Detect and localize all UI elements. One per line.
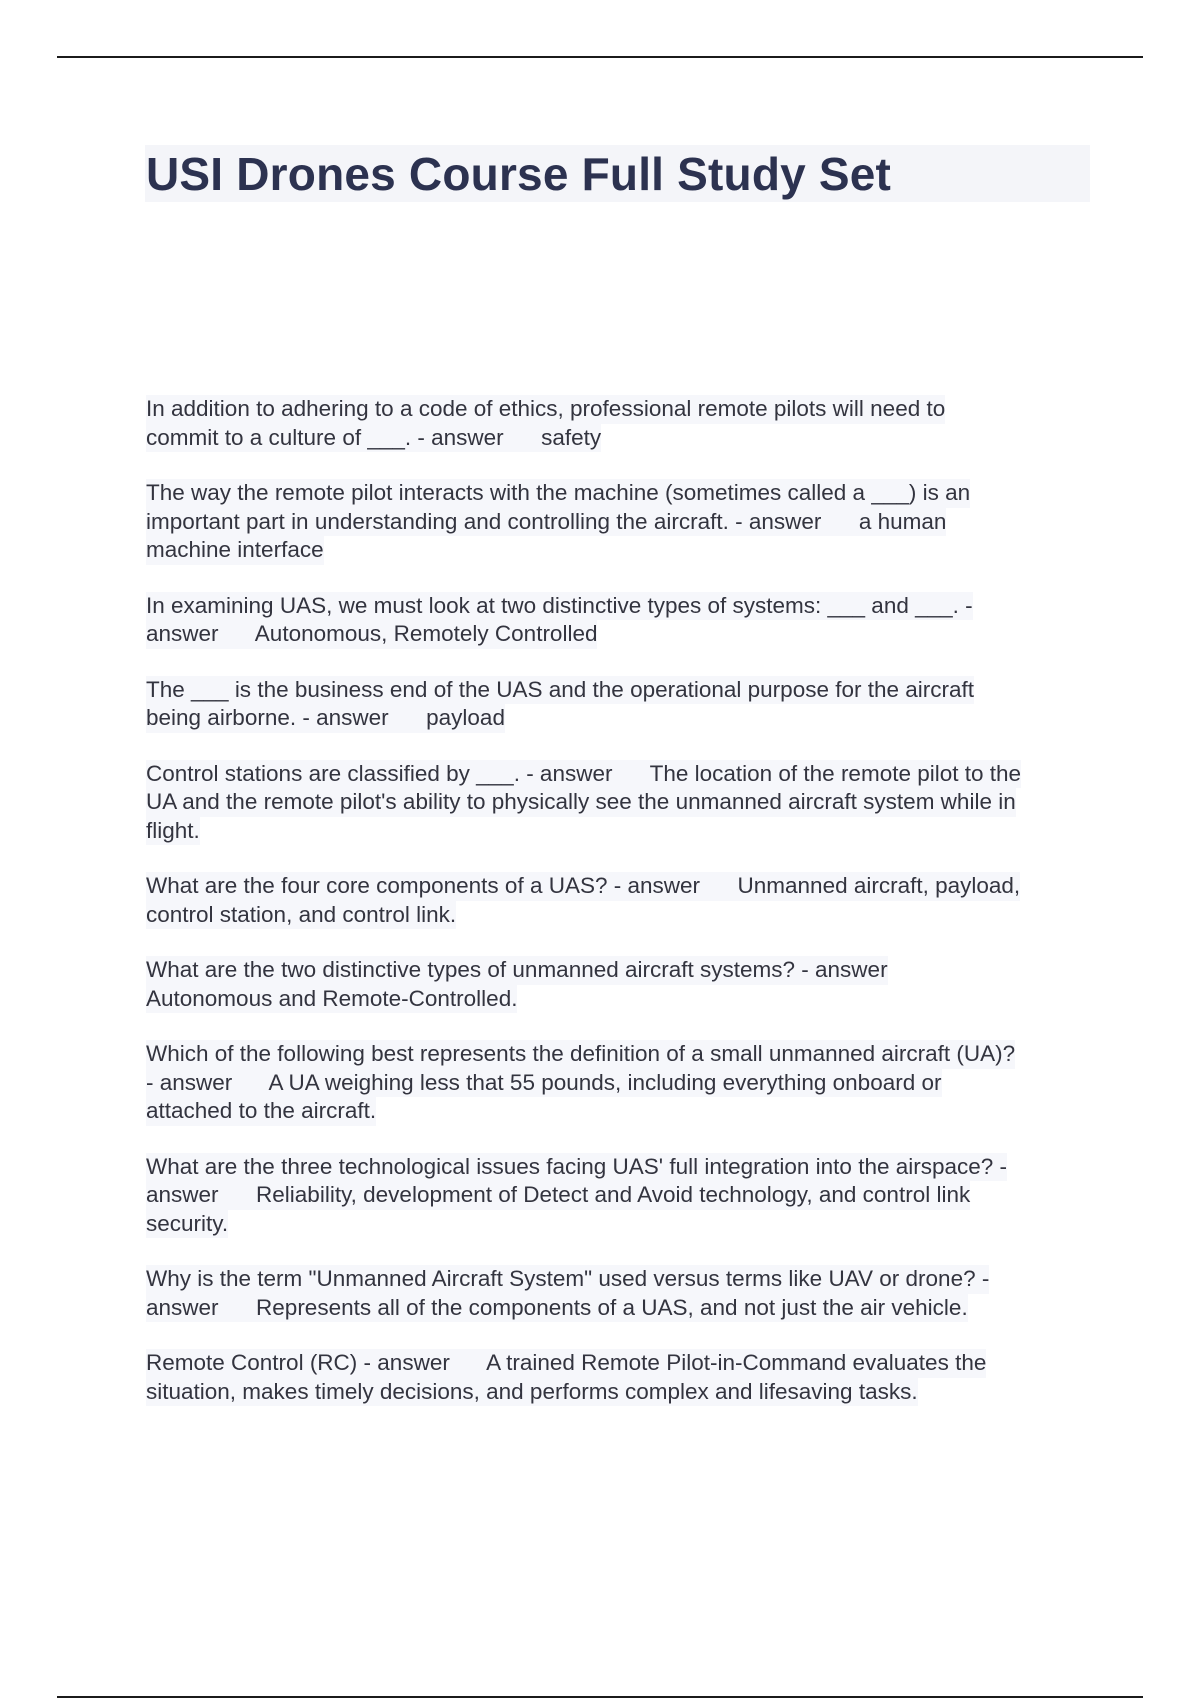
qa-line: In addition to adhering to a code of ethics, professional remote pilots will need to xyxy=(146,395,945,424)
qa-line: answer Autonomous, Remotely Controlled xyxy=(146,620,597,649)
qa-item xyxy=(146,760,1096,846)
qa-line: What are the two distinctive types of unmanned aircraft systems? - answer xyxy=(146,956,888,985)
qa-line: control station, and control link. xyxy=(146,901,456,930)
qa-item xyxy=(146,1153,1096,1239)
qa-line: - answer A UA weighing less that 55 pounds, including everything onboard or xyxy=(146,1069,942,1098)
qa-line: important part in understanding and controlling the aircraft. - answer a human xyxy=(146,508,946,537)
qa-item xyxy=(146,956,1096,1013)
qa-item xyxy=(146,872,1096,929)
qa-item xyxy=(146,592,1096,649)
qa-line: attached to the aircraft. xyxy=(146,1097,376,1126)
qa-line: security. xyxy=(146,1210,228,1239)
qa-line: flight. xyxy=(146,817,200,846)
qa-line: commit to a culture of ___. - answer safety xyxy=(146,424,601,453)
qa-line: What are the three technological issues facing UAS' full integration into the airspace? - xyxy=(146,1153,1007,1182)
qa-line: Remote Control (RC) - answer A trained Remote Pilot-in-Command evaluates the xyxy=(146,1349,986,1378)
qa-item xyxy=(146,676,1096,733)
qa-line: Autonomous and Remote-Controlled. xyxy=(146,985,517,1014)
qa-item xyxy=(146,1265,1096,1322)
qa-line: What are the four core components of a UAS? - answer Unmanned aircraft, payload, xyxy=(146,872,1020,901)
qa-item xyxy=(146,479,1096,565)
qa-line: The way the remote pilot interacts with the machine (sometimes called a ___) is an xyxy=(146,479,970,508)
qa-line: In examining UAS, we must look at two distinctive types of systems: ___ and ___. - xyxy=(146,592,973,621)
qa-line: The ___ is the business end of the UAS and the operational purpose for the aircraft xyxy=(146,676,974,705)
qa-item xyxy=(146,395,1096,452)
qa-line: situation, makes timely decisions, and performs complex and lifesaving tasks. xyxy=(146,1378,918,1407)
qa-line: machine interface xyxy=(146,536,324,565)
bottom-rule xyxy=(57,1696,1143,1698)
top-rule xyxy=(57,56,1143,58)
qa-item xyxy=(146,1349,1096,1406)
qa-line: Why is the term "Unmanned Aircraft System" used versus terms like UAV or drone? - xyxy=(146,1265,989,1294)
qa-line: Which of the following best represents the definition of a small unmanned aircraft (UA)? xyxy=(146,1040,1015,1069)
qa-item xyxy=(146,1040,1096,1126)
qa-line: answer Represents all of the components of a UAS, and not just the air vehicle. xyxy=(146,1294,968,1323)
qa-line: Control stations are classified by ___. - answer The location of the remote pilot to the xyxy=(146,760,1021,789)
page-title: USI Drones Course Full Study Set xyxy=(146,148,892,200)
qa-line: being airborne. - answer payload xyxy=(146,704,505,733)
qa-line: answer Reliability, development of Detect and Avoid technology, and control link xyxy=(146,1181,970,1210)
qa-list xyxy=(146,395,1096,1433)
qa-line: UA and the remote pilot's ability to physically see the unmanned aircraft system while in xyxy=(146,788,1016,817)
